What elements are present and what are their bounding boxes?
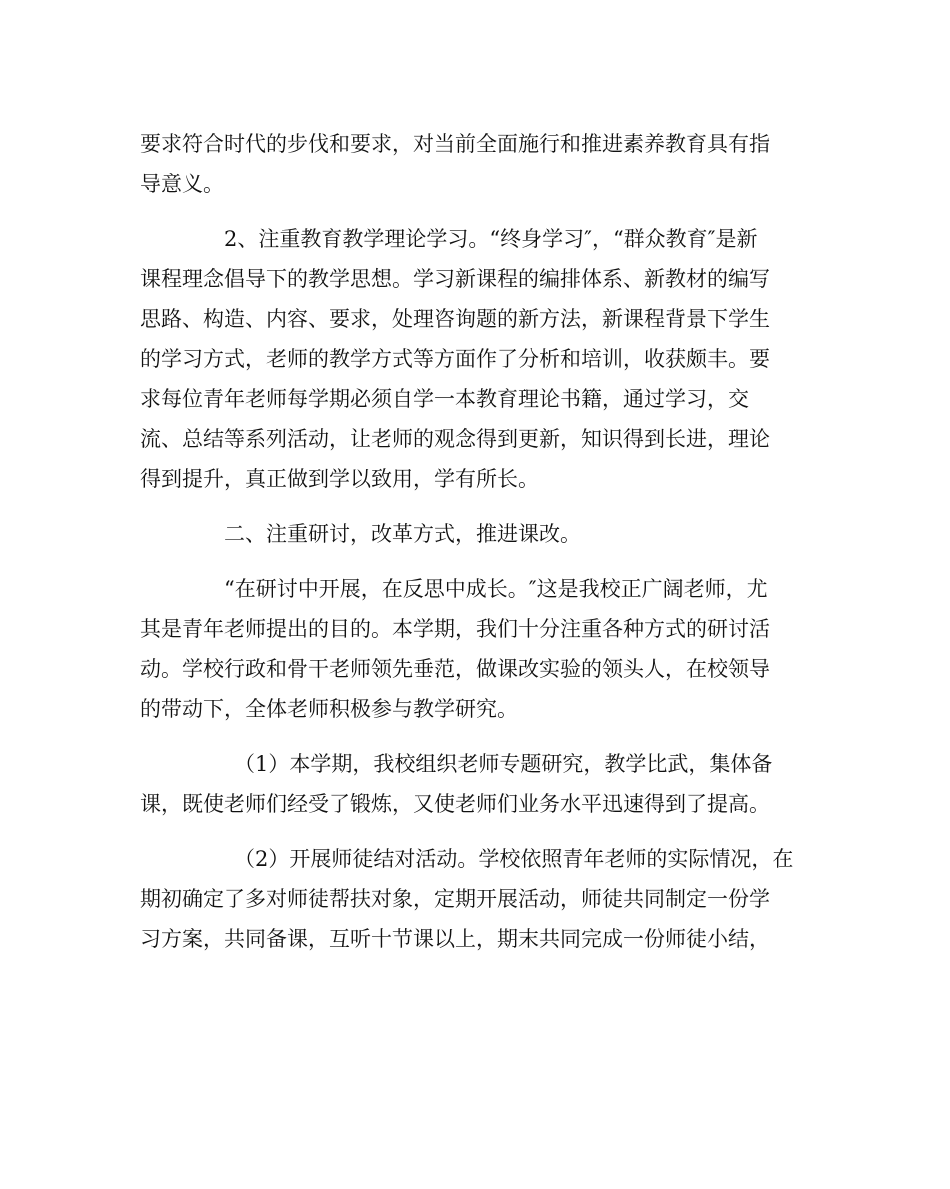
text-line [140, 219, 812, 259]
text-line [140, 459, 812, 499]
text-segment: 的带动下，全体老师积极参与教学研究。 [140, 697, 518, 721]
text-line [140, 839, 812, 879]
text-segment: 要求符合时代的步伐和要求，对当前全面施行和推进素养教育具有指 [140, 132, 770, 156]
text-segment: 课，既使老师们经受了锻炼，又使老师们业务水平迅速得到了提高。 [140, 792, 770, 816]
text-line [140, 299, 812, 339]
text-line [140, 919, 812, 959]
text-segment: （2）开展师徒结对活动。学校依照青年老师的实际情况，在 [234, 847, 794, 871]
text-line [140, 164, 812, 204]
text-line [140, 609, 812, 649]
text-segment: “在研讨中开展，在反思中成长。″这是我校正广阔老师，尤 [224, 577, 768, 601]
text-segment: 动。学校行政和骨干老师领先垂范，做课改实验的领头人，在校领导 [140, 657, 770, 681]
text-segment: 其是青年老师提出的目的。本学期，我们十分注重各种方式的研讨活 [140, 617, 770, 641]
text-line [140, 784, 812, 824]
text-line [140, 569, 812, 609]
text-line [140, 744, 812, 784]
text-segment: 的学习方式，老师的教学方式等方面作了分析和培训，收获颇丰。要 [140, 347, 770, 371]
section-heading [140, 514, 812, 554]
text-line [140, 124, 812, 164]
text-segment: 导意义。 [140, 172, 224, 196]
text-segment: 2、注重教育教学理论学习。“终身学习″，“群众教育″是新 [224, 227, 758, 251]
text-segment: 得到提升，真正做到学以致用，学有所长。 [140, 467, 539, 491]
text-line [140, 689, 812, 729]
text-segment: 思路、构造、内容、要求，处理咨询题的新方法，新课程背景下学生 [140, 307, 770, 331]
text-line [140, 419, 812, 459]
text-line [140, 379, 812, 419]
text-segment: 期初确定了多对师徒帮扶对象，定期开展活动，师徒共同制定一份学 [140, 887, 770, 911]
text-segment: 课程理念倡导下的教学思想。学习新课程的编排体系、新教材的编写 [140, 267, 770, 291]
text-line [140, 259, 812, 299]
text-segment: 习方案，共同备课，互听十节课以上，期末共同完成一份师徒小结， [140, 927, 770, 951]
text-line [140, 649, 812, 689]
text-line [140, 879, 812, 919]
text-segment: 流、总结等系列活动，让老师的观念得到更新，知识得到长进，理论 [140, 427, 770, 451]
text-segment: 二、注重研讨，改革方式，推进课改。 [224, 522, 581, 546]
text-segment: 求每位青年老师每学期必须自学一本教育理论书籍，通过学习，交 [140, 387, 749, 411]
text-line [140, 339, 812, 379]
document-body [140, 124, 812, 959]
text-segment: （1）本学期，我校组织老师专题研究，教学比武，集体备 [234, 752, 773, 776]
